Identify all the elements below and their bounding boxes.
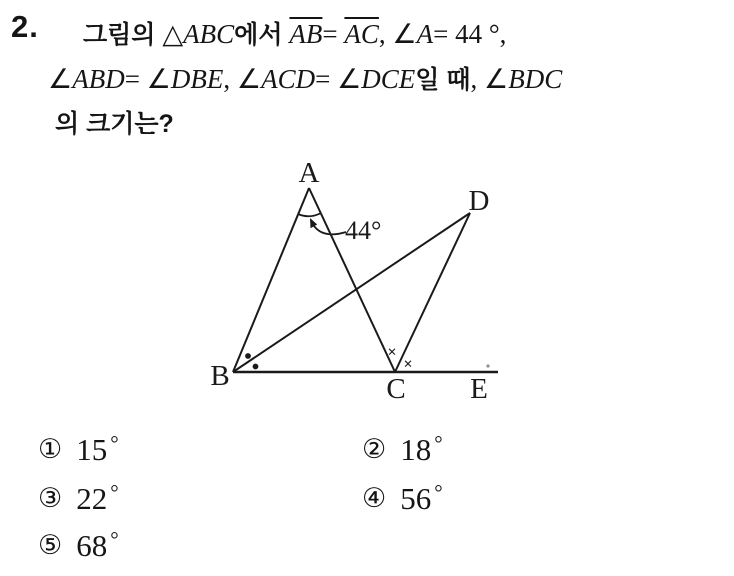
degree-symbol: ° — [110, 431, 119, 455]
korean-segment: 의 크기는? — [55, 110, 174, 138]
vertex-label-b: B — [210, 360, 230, 392]
problem-statement-line-2 — [48, 60, 562, 96]
side-ab-line — [233, 188, 309, 372]
math-symbol-segment: , ∠ — [223, 64, 262, 94]
math-variable-segment: BDC — [508, 64, 563, 94]
equal-angle-cross-mark: × — [387, 344, 397, 361]
problem-statement-line-1 — [83, 15, 506, 51]
choice-2-value: 18 — [400, 432, 432, 467]
korean-segment: 에서 — [234, 21, 290, 49]
math-variable-segment: A — [416, 19, 434, 49]
answer-choice-5 — [38, 527, 119, 564]
degree-symbol: ° — [110, 480, 119, 504]
math-overline-segment: $\overline{AC}$ — [344, 19, 379, 49]
math-symbol-segment: = ∠ — [124, 64, 171, 94]
choice-3-marker: ③ — [38, 483, 63, 514]
choice-1-marker: ① — [38, 434, 63, 465]
degree-symbol: ° — [110, 527, 119, 551]
equal-angle-dot-mark — [245, 353, 251, 359]
math-symbol-segment: , ∠ — [378, 19, 417, 49]
vertex-label-e: E — [470, 373, 488, 405]
print-speck — [486, 364, 489, 367]
problem-number: 2. — [11, 9, 39, 44]
choice-5-value: 68 — [76, 528, 108, 563]
math-variable-segment: ACD — [261, 64, 316, 94]
choice-2-marker: ② — [362, 434, 387, 465]
math-variable-segment: DCE — [361, 64, 416, 94]
degree-symbol: ° — [434, 480, 443, 504]
math-symbol-segment: ∠ — [48, 64, 73, 94]
angle-arc-at-a — [298, 213, 321, 216]
choice-4-value: 56 — [400, 481, 432, 516]
math-variable-segment: ABD — [72, 64, 125, 94]
math-variable-segment: DBE — [170, 64, 224, 94]
angle-value-label: 44° — [345, 216, 382, 245]
answer-choice-2 — [362, 431, 443, 468]
answer-choice-4 — [362, 480, 443, 517]
choice-3-value: 22 — [76, 481, 108, 516]
math-symbol-segment: = — [322, 19, 345, 49]
math-variable-segment: ABC — [183, 19, 235, 49]
korean-segment: 그림의 — [83, 21, 163, 49]
equal-angle-dot-mark — [253, 364, 259, 370]
korean-segment: 일 때 — [415, 66, 471, 94]
answer-choice-3 — [38, 480, 119, 517]
equal-angle-cross-mark: × — [403, 356, 413, 373]
math-symbol-segment: = ∠ — [315, 64, 362, 94]
choice-5-marker: ⑤ — [38, 530, 63, 561]
math-overline-segment: $\overline{AB}$ — [289, 19, 323, 49]
math-symbol-segment: △ — [162, 19, 184, 49]
math-symbol-segment: , ∠ — [470, 64, 509, 94]
answer-choice-1 — [38, 431, 119, 468]
vertex-label-a: A — [298, 157, 320, 189]
choice-1-value: 15 — [76, 432, 108, 467]
choice-4-marker: ④ — [362, 483, 387, 514]
vertex-label-d: D — [468, 185, 490, 217]
vertex-label-c: C — [386, 373, 406, 405]
geometry-diagram — [180, 150, 520, 406]
degree-symbol: ° — [434, 431, 443, 455]
math-symbol-segment: = 44 °, — [433, 19, 507, 49]
segment-cd-line — [395, 213, 470, 372]
problem-statement-line-3 — [55, 104, 174, 140]
